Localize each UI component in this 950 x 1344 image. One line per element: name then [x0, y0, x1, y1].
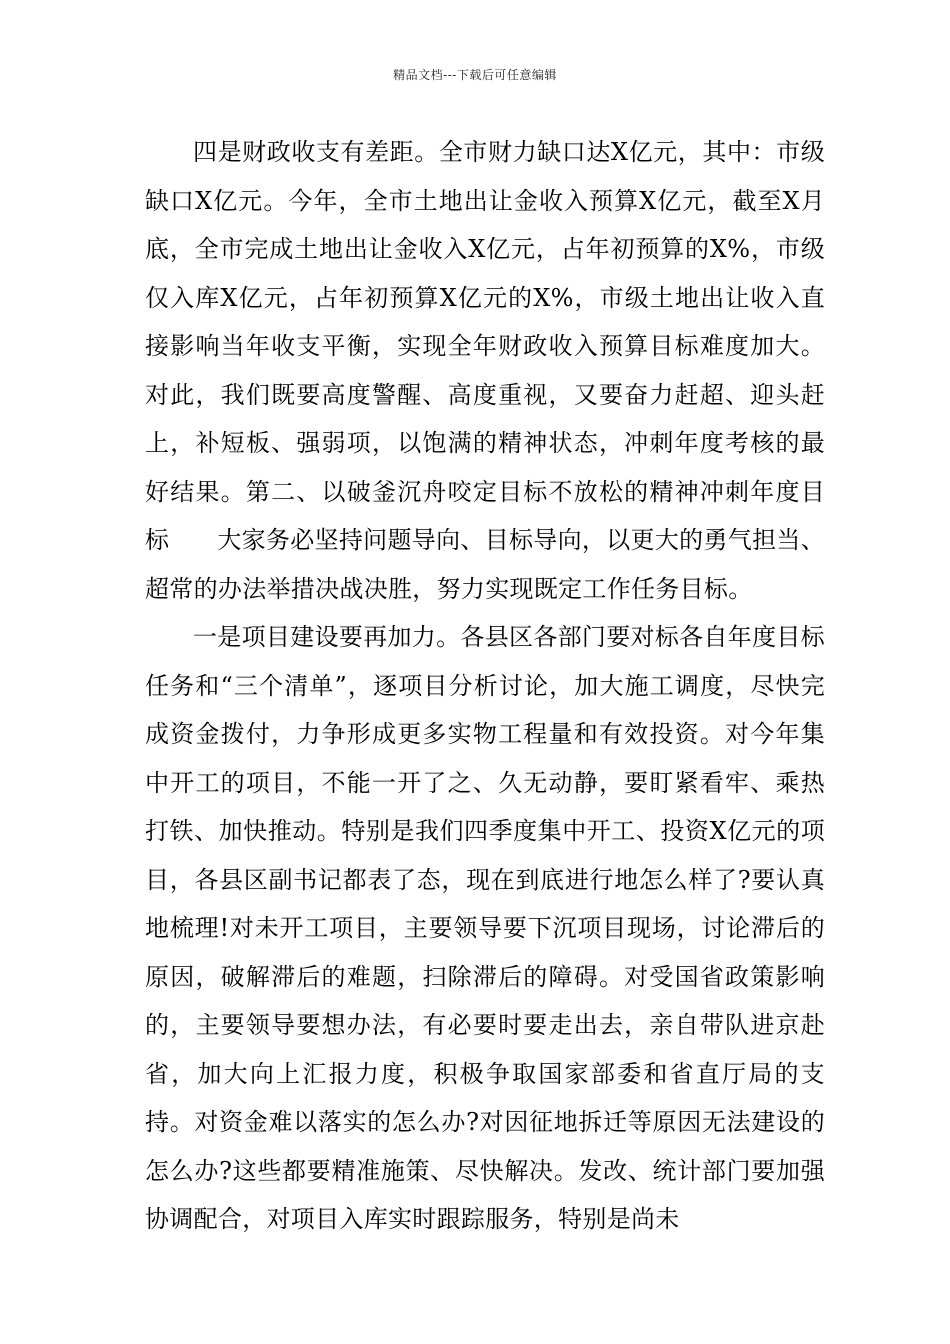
page-header: 精品文档---下载后可任意编辑: [393, 68, 557, 82]
paragraph: [145, 128, 825, 613]
paragraph-text: 四是财政收支有差距。全市财力缺口达X亿元，其中：市级缺口X亿元。今年，全市土地出让金收入预算X亿元，截至X月底，全市完成土地出让金收入X亿元，占年初预算的X%，市级仅入库X亿元，占年初预算X亿元的X%，市级土地出让收入直接影响当年收支平衡，实现全年财政收入预算目标难度加大。对此，我们既要高度警醒、高度重视，又要奋力赶超、迎头赶上，补短板、强弱项，以饱满的精神状态，冲刺年度考核的最好结果。第二、以破釜沉舟咬定目标不放松的精神冲刺年度目标: [145, 138, 825, 554]
paragraph: 一是项目建设要再加力。各县区各部门要对标各自年度目标任务和“三个清单”，逐项目分析讨论，加大施工调度，尽快完成资金拨付，力争形成更多实物工程量和有效投资。对今年集中开工的项目，不能一开了之、久无动静，要盯紧看牢、乘热打铁、加快推动。特别是我们四季度集中开工、投资X亿元的项目，各县区副书记都表了态，现在到底进行地怎么样了?要认真地梳理!对未开工项目，主要领导要下沉项目现场，讨论滞后的原因，破解滞后的难题，扫除滞后的障碍。对受国省政策影响的，主要领导要想办法，有必要时要走出去，亲自带队进京赴省，加大向上汇报力度，积极争取国家部委和省直厅局的支持。对资金难以落实的怎么办?对因征地拆迁等原因无法建设的怎么办?这些都要精准施策、尽快解决。发改、统计部门要加强协调配合，对项目入库实时跟踪服务，特别是尚未: [145, 623, 825, 1233]
document-body: [145, 128, 825, 1244]
paragraph-text: 大家务必坚持问题导向、目标导向，以更大的勇气担当、超常的办法举措决战决胜，努力实现既定工作任务目标。: [145, 526, 825, 603]
